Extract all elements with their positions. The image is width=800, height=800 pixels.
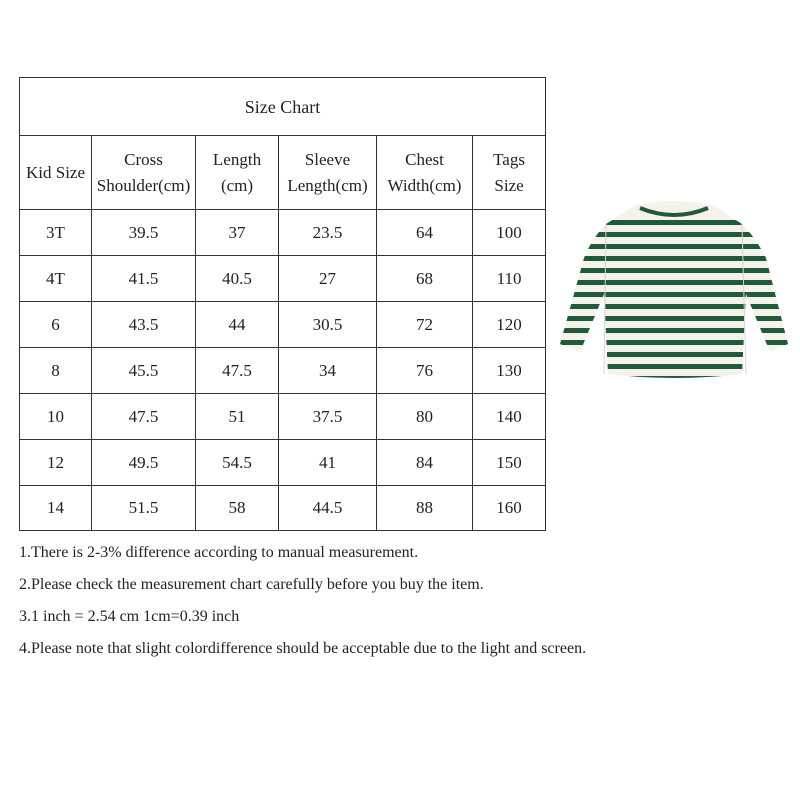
cell-sleeve-length: 23.5 bbox=[279, 210, 377, 256]
cell-chest-width: 64 bbox=[377, 210, 473, 256]
cell-kid-size: 10 bbox=[20, 394, 92, 440]
header-kid-size bbox=[20, 136, 92, 210]
cell-cross-shoulder: 43.5 bbox=[92, 302, 196, 348]
table-row bbox=[20, 256, 546, 302]
note-unit-conversion: 3.1 inch = 2.54 cm 1cm=0.39 inch bbox=[19, 608, 240, 625]
cell-chest-width: 84 bbox=[377, 440, 473, 486]
cell-sleeve-length: 34 bbox=[279, 348, 377, 394]
cell-tags-size: 140 bbox=[473, 394, 546, 440]
cell-sleeve-length: 27 bbox=[279, 256, 377, 302]
table-row bbox=[20, 394, 546, 440]
table-row bbox=[20, 440, 546, 486]
header-length-line1: Length bbox=[212, 149, 262, 169]
cell-chest-width: 76 bbox=[377, 348, 473, 394]
header-sleeve-length-line1: Sleeve bbox=[304, 149, 351, 169]
table-title: Size Chart bbox=[20, 78, 546, 136]
shirt-stripe bbox=[556, 268, 792, 273]
header-sleeve-length-line2: Length(cm) bbox=[287, 175, 368, 195]
header-tags-size bbox=[473, 136, 546, 210]
cell-cross-shoulder: 47.5 bbox=[92, 394, 196, 440]
striped-shirt-icon bbox=[556, 198, 792, 384]
header-tags-size-line2: Size bbox=[494, 175, 524, 195]
shirt-stripe bbox=[556, 352, 792, 357]
header-chest-width bbox=[377, 136, 473, 210]
cell-kid-size: 6 bbox=[20, 302, 92, 348]
cell-cross-shoulder: 39.5 bbox=[92, 210, 196, 256]
header-chest-width-line1: Chest bbox=[405, 149, 444, 169]
header-kid-size-label: Kid Size bbox=[25, 162, 86, 182]
header-sleeve-length bbox=[279, 136, 377, 210]
cell-chest-width: 88 bbox=[377, 486, 473, 531]
table-row bbox=[20, 210, 546, 256]
cell-cross-shoulder: 41.5 bbox=[92, 256, 196, 302]
cell-length: 47.5 bbox=[196, 348, 279, 394]
cell-length: 58 bbox=[196, 486, 279, 531]
header-length-line2: (cm) bbox=[220, 175, 254, 195]
cell-kid-size: 3T bbox=[20, 210, 92, 256]
cell-tags-size: 130 bbox=[473, 348, 546, 394]
note-check-chart: 2.Please check the measurement chart carefully before you buy the item. bbox=[19, 576, 484, 593]
shirt-stripe bbox=[556, 220, 792, 225]
cell-chest-width: 68 bbox=[377, 256, 473, 302]
shirt-stripe bbox=[556, 376, 792, 381]
cell-length: 44 bbox=[196, 302, 279, 348]
cell-kid-size: 14 bbox=[20, 486, 92, 531]
shirt-stripe bbox=[556, 340, 792, 345]
cell-tags-size: 120 bbox=[473, 302, 546, 348]
shirt-stripe bbox=[556, 316, 792, 321]
cell-chest-width: 72 bbox=[377, 302, 473, 348]
cell-tags-size: 100 bbox=[473, 210, 546, 256]
header-cross-shoulder bbox=[92, 136, 196, 210]
cell-sleeve-length: 37.5 bbox=[279, 394, 377, 440]
cell-sleeve-length: 44.5 bbox=[279, 486, 377, 531]
shirt-stripe bbox=[556, 232, 792, 237]
table-row bbox=[20, 486, 546, 531]
header-tags-size-line1: Tags bbox=[493, 149, 525, 169]
note-color-difference: 4.Please note that slight colordifference should be acceptable due to the light and screen. bbox=[19, 640, 587, 657]
shirt-stripe bbox=[556, 328, 792, 333]
shirt-stripe bbox=[556, 280, 792, 285]
header-chest-width-line2: Width(cm) bbox=[387, 175, 462, 195]
cell-length: 40.5 bbox=[196, 256, 279, 302]
cell-cross-shoulder: 51.5 bbox=[92, 486, 196, 531]
cell-kid-size: 12 bbox=[20, 440, 92, 486]
cell-sleeve-length: 30.5 bbox=[279, 302, 377, 348]
cell-tags-size: 160 bbox=[473, 486, 546, 531]
cell-kid-size: 8 bbox=[20, 348, 92, 394]
table-header-row bbox=[20, 136, 546, 210]
cell-tags-size: 150 bbox=[473, 440, 546, 486]
header-cross-shoulder-line1: Cross bbox=[124, 149, 163, 169]
cell-length: 51 bbox=[196, 394, 279, 440]
size-chart-table bbox=[19, 77, 546, 531]
shirt-stripe bbox=[556, 292, 792, 297]
shirt-stripe bbox=[556, 364, 792, 369]
notes-section bbox=[19, 542, 779, 670]
cell-chest-width: 80 bbox=[377, 394, 473, 440]
table-row bbox=[20, 348, 546, 394]
cell-cross-shoulder: 49.5 bbox=[92, 440, 196, 486]
shirt-stripe bbox=[556, 256, 792, 261]
shirt-stripe bbox=[556, 244, 792, 249]
table-row bbox=[20, 302, 546, 348]
cell-length: 37 bbox=[196, 210, 279, 256]
note-manual-measurement: 1.There is 2-3% difference according to manual measurement. bbox=[19, 544, 419, 561]
cell-kid-size: 4T bbox=[20, 256, 92, 302]
header-cross-shoulder-line2: Shoulder(cm) bbox=[96, 175, 191, 195]
header-length bbox=[196, 136, 279, 210]
cell-tags-size: 110 bbox=[473, 256, 546, 302]
shirt-stripe bbox=[556, 304, 792, 309]
cell-cross-shoulder: 45.5 bbox=[92, 348, 196, 394]
cell-length: 54.5 bbox=[196, 440, 279, 486]
cell-sleeve-length: 41 bbox=[279, 440, 377, 486]
